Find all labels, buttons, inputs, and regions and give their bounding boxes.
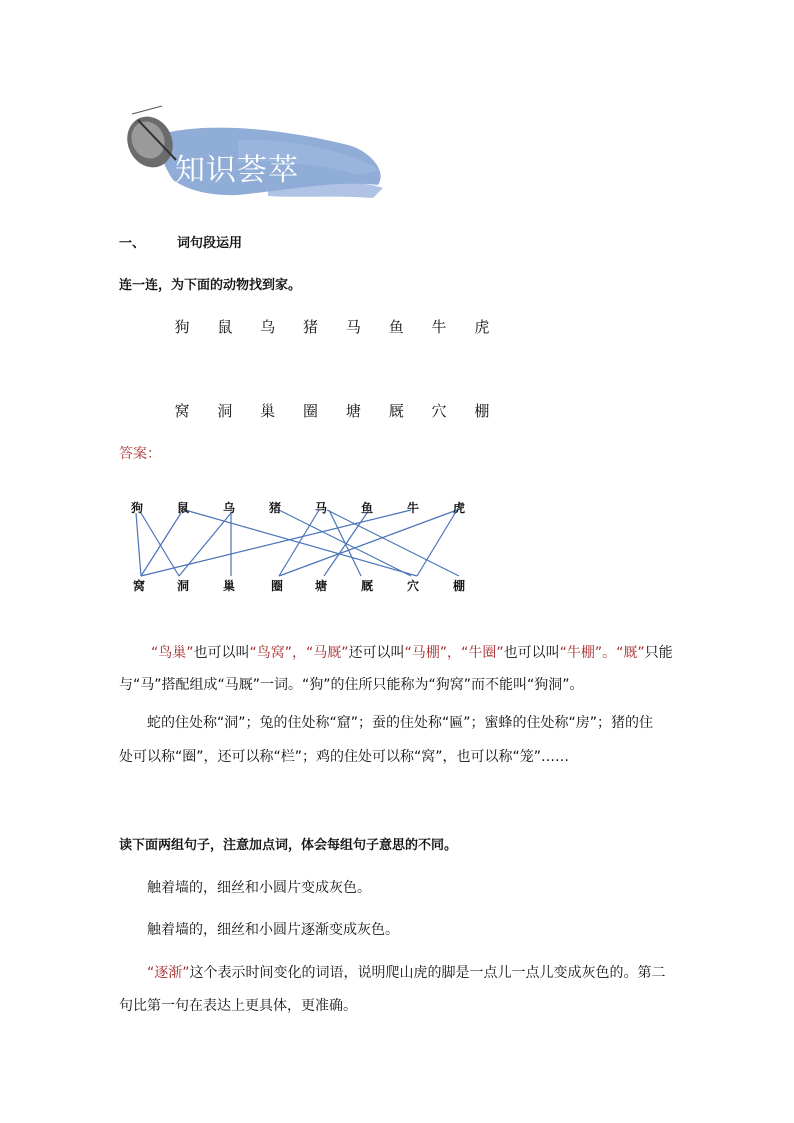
explanation-paragraph-3-line-1: [147, 962, 666, 982]
explanation-paragraph-2-line-2: 处可以称“圈”，还可以称“栏”；鸡的住处可以称“窝”，也可以称“笼”……: [119, 749, 570, 765]
section-title: 词句段运用: [177, 236, 243, 251]
animals-row: [173, 316, 491, 337]
task2-instruction: 读下面两组句子，注意加点词，体会每组句子意思的不同。: [119, 838, 458, 853]
animal-word: 牛: [431, 318, 447, 336]
explanation-paragraph-2-line-1: 蛇的住处称“洞”；兔的住处称“窟”；蚕的住处称“匾”；蜜蜂的住处称“房”；猪的住: [147, 715, 654, 731]
diagram-bottom-word: 圈: [271, 579, 284, 593]
match-line: [329, 510, 361, 576]
home-word: 圈: [303, 402, 319, 420]
home-word: 洞: [217, 402, 233, 420]
diagram-bottom-labels: [133, 578, 465, 593]
animal-word: 虎: [474, 318, 490, 336]
animal-word: 狗: [174, 318, 190, 336]
task1-instruction: 连一连，为下面的动物找到家。: [119, 278, 302, 293]
plain-text: 只能与“马”搭配组成“马厩”一词。“狗”的住所只能称为“狗窝”而不能叫“狗洞”。: [119, 645, 673, 693]
diagram-top-word: 鼠: [177, 501, 190, 515]
diagram-top-word: 虎: [453, 501, 466, 515]
home-word: 窝: [174, 402, 190, 420]
diagram-top-word: 狗: [131, 501, 144, 515]
diagram-bottom-word: 棚: [453, 579, 466, 593]
home-word: 巢: [260, 402, 276, 420]
diagram-bottom-word: 厩: [361, 579, 374, 593]
match-line: [141, 510, 411, 576]
diagram-bottom-word: 穴: [407, 579, 420, 593]
diagram-bottom-word: 巢: [223, 579, 236, 593]
home-word: 棚: [474, 402, 490, 420]
diagram-top-labels: [130, 500, 465, 515]
section-number: 一、: [119, 236, 146, 251]
explanation-paragraph-3-line-2: 句比第一句在表达上更具体，更准确。: [119, 998, 357, 1014]
quoted-term: “马厩”: [306, 645, 349, 661]
quoted-term: “厩”: [616, 645, 645, 661]
plain-text: 也可以叫: [193, 645, 250, 661]
quoted-term: “牛圈”: [461, 645, 504, 661]
explanation-paragraph-1: [119, 637, 679, 701]
homes-row: [173, 400, 491, 421]
quoted-term: “逐渐”: [147, 965, 190, 981]
home-word: 穴: [431, 402, 447, 420]
diagram-bottom-word: 窝: [133, 579, 146, 593]
quoted-term: “马棚”，: [404, 645, 462, 661]
animal-word: 马: [345, 318, 361, 336]
diagram-top-word: 马: [315, 501, 328, 515]
example-sentence-1: 触着墙的，细丝和小圆片变成灰色。: [147, 880, 371, 896]
matching-diagram: [119, 490, 479, 600]
quoted-term: “鸟巢”: [151, 645, 194, 661]
match-line: [417, 510, 457, 576]
diagram-top-word: 鱼: [361, 501, 374, 515]
animal-word: 鼠: [217, 318, 233, 336]
home-word: 厩: [388, 402, 404, 420]
quoted-term: “牛棚”。: [559, 645, 617, 661]
home-word: 塘: [345, 402, 361, 420]
animal-word: 鱼: [388, 318, 404, 336]
plain-text: 还可以叫: [348, 645, 405, 661]
banner-title: 知识荟萃: [175, 153, 299, 188]
match-line: [185, 510, 417, 576]
example-sentence-2: 触着墙的，细丝和小圆片逐渐变成灰色。: [147, 922, 399, 938]
plain-text: 也可以叫: [503, 645, 560, 661]
quoted-term: “鸟窝”，: [249, 645, 307, 661]
diagram-top-word: 猪: [269, 501, 282, 515]
plain-text: 这个表示时间变化的词语，说明爬山虎的脚是一点儿一点儿变成灰色的。第二: [189, 965, 666, 981]
animal-word: 乌: [260, 318, 276, 336]
match-line: [136, 513, 141, 576]
answer-label: 答案：: [119, 446, 161, 462]
diagram-bottom-word: 塘: [315, 579, 328, 593]
match-line: [179, 513, 231, 576]
diagram-bottom-word: 洞: [177, 579, 190, 593]
diagram-top-word: 牛: [407, 501, 420, 515]
animal-word: 猪: [303, 318, 319, 336]
diagram-top-word: 乌: [223, 501, 236, 515]
